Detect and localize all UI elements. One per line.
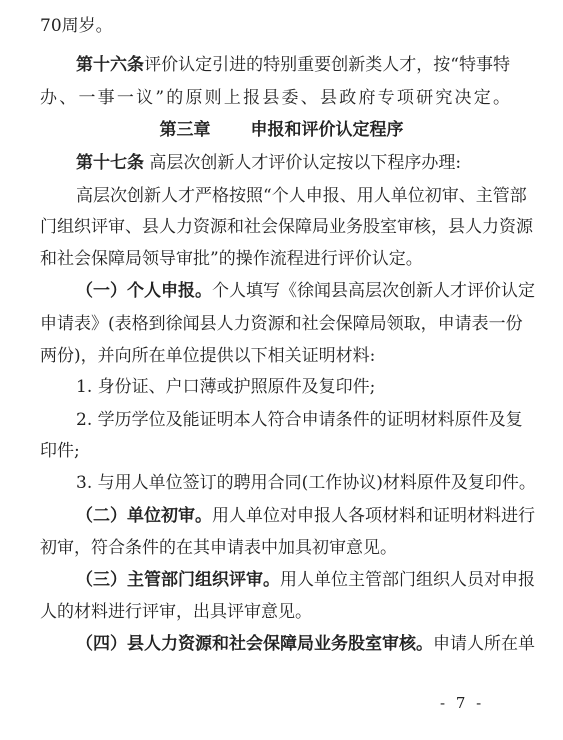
text-line: 申请表》(表格到徐闻县人力资源和社会保障局领取，申请表一份 bbox=[40, 314, 523, 334]
text-line: 和社会保障局领导审批”的操作流程进行评价认定。 bbox=[40, 249, 423, 269]
list-item-continuation: 印件; bbox=[40, 441, 80, 461]
article-16-text: 评价认定引进的特别重要创新类人才，按“特事特 bbox=[144, 55, 511, 75]
text-line: 两份)，并向所在单位提供以下相关证明材料: bbox=[40, 346, 376, 366]
step-4-line bbox=[76, 633, 535, 655]
step-1-line bbox=[76, 280, 535, 302]
text-line: 人的材料进行评审，出具评审意见。 bbox=[40, 602, 312, 622]
list-item: 1. 身份证、户口薄或护照原件及复印件; bbox=[76, 377, 376, 397]
chapter-heading bbox=[0, 119, 563, 141]
article-17-line bbox=[76, 152, 510, 174]
text-line: 70周岁。 bbox=[40, 16, 113, 36]
article-16-line bbox=[76, 54, 510, 76]
list-item: 3. 与用人单位签订的聘用合同(工作协议)材料原件及复印件。 bbox=[76, 473, 536, 493]
step-1-label: （一）个人申报。 bbox=[76, 281, 212, 301]
step-2-line bbox=[76, 505, 535, 527]
chapter-title: 申报和评价认定程序 bbox=[250, 120, 404, 140]
text-line: 门组织评审、县人力资源和社会保障局业务股室审核，县人力资源 bbox=[40, 217, 533, 237]
step-4-text: 申请人所在单 bbox=[433, 634, 535, 654]
chapter-number: 第三章 bbox=[159, 120, 211, 140]
step-1-text: 个人填写《徐闻县高层次创新人才评价认定 bbox=[212, 281, 535, 301]
article-17-text: 高层次创新人才评价认定按以下程序办理: bbox=[149, 153, 462, 173]
text-line: 初审，符合条件的在其申请表中加具初审意见。 bbox=[40, 538, 397, 558]
step-3-label: （三）主管部门组织评审。 bbox=[76, 570, 280, 590]
step-2-label: （二）单位初审。 bbox=[76, 506, 212, 526]
page-number: - 7 - bbox=[440, 694, 485, 712]
step-4-label: （四）县人力资源和社会保障局业务股室审核。 bbox=[76, 634, 433, 654]
article-16-label: 第十六条 bbox=[76, 55, 145, 75]
text-line: 高层次创新人才严格按照“个人申报、用人单位初审、主管部 bbox=[76, 186, 527, 206]
step-3-text: 用人单位主管部门组织人员对申报 bbox=[280, 570, 535, 590]
step-3-line bbox=[76, 569, 535, 591]
list-item: 2. 学历学位及能证明本人符合申请条件的证明材料原件及复 bbox=[76, 410, 523, 430]
text-line: 办、一事一议”的原则上报县委、县政府专项研究决定。 bbox=[40, 88, 510, 108]
step-2-text: 用人单位对申报人各项材料和证明材料进行 bbox=[212, 506, 535, 526]
article-17-label: 第十七条 bbox=[76, 153, 144, 173]
